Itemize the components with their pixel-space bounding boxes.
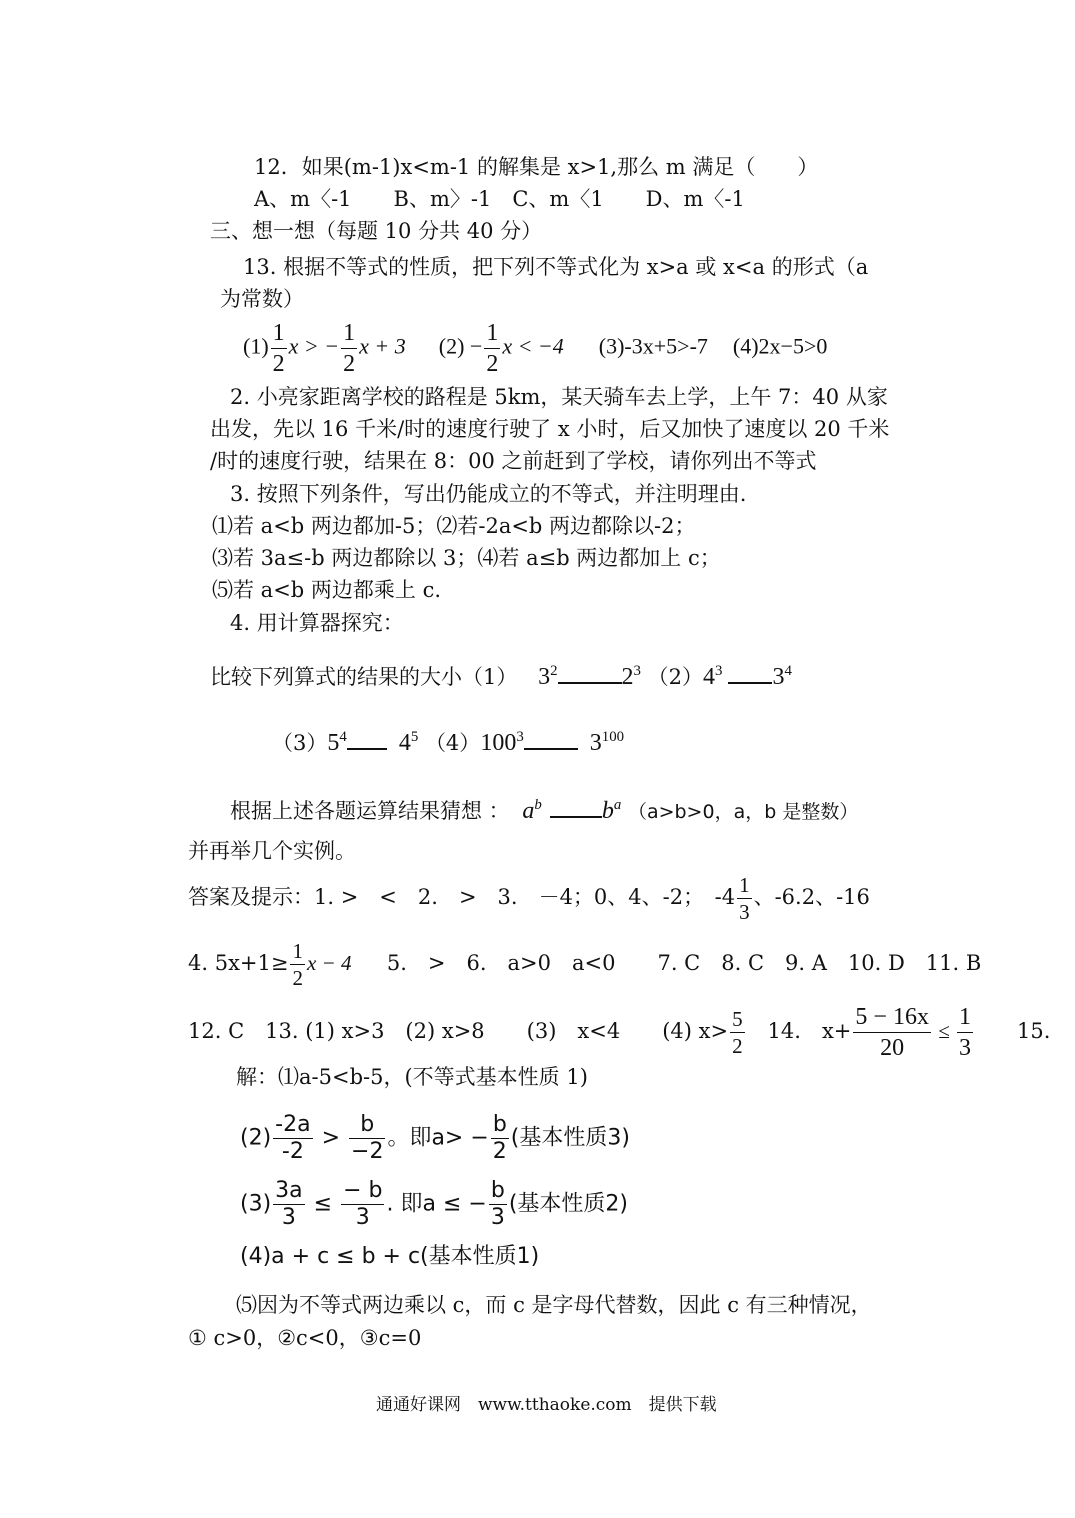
- p4-line-last: 并再举几个实例。: [188, 839, 356, 863]
- answers-line2-c: 5. > 6. a>0 a<0 7. C 8. C 9. A 10. D 11. B: [386, 951, 982, 975]
- fraction: [853, 1002, 931, 1063]
- answers-line1: [188, 872, 870, 925]
- q13-line2: 为常数）: [220, 287, 304, 311]
- q13-line1: 13. 根据不等式的性质，把下列不等式化为 x>a 或 x<a 的形式（a: [243, 255, 869, 279]
- solution-s5-line1: ⑸因为不等式两边乘以 c，而 c 是字母代替数，因此 c 有三种情况，: [236, 1293, 872, 1317]
- fraction-numerator: 5 − 16x: [853, 1002, 931, 1033]
- answers-line3-le: ≤: [932, 1019, 955, 1043]
- solution-s3: [240, 1178, 628, 1231]
- q13-inequalities: [243, 318, 827, 379]
- fraction-denominator: 2: [732, 1034, 743, 1058]
- fraction: [341, 318, 357, 379]
- fraction: [957, 1002, 973, 1063]
- power-exponent: 100: [601, 729, 625, 745]
- q13-p2-label: (2) −: [438, 333, 483, 359]
- answers-line3-b: 14. x+: [746, 1019, 852, 1043]
- fraction-denominator: 3: [490, 1205, 505, 1230]
- solution-s3-label: (3): [240, 1191, 272, 1217]
- answers-line1-a: 答案及提示：1. > < 2. > 3. －4；0、4、-2； -4: [188, 885, 736, 909]
- answer-blank[interactable]: [728, 678, 772, 684]
- fraction-numerator: b: [349, 1112, 385, 1139]
- power-base: 4: [398, 730, 411, 756]
- fraction-denominator: 2: [272, 351, 285, 377]
- answers-line2-b: x − 4: [306, 951, 352, 975]
- fraction: [484, 318, 500, 379]
- power-exponent: 4: [784, 663, 792, 679]
- p2-line1: 2. 小亮家距离学校的路程是 5km，某天骑车去上学，上午 7：40 从家: [230, 385, 888, 409]
- q12-stem: 12．如果(m-1)x<m-1 的解集是 x>1,那么 m 满足（ ）: [254, 155, 819, 179]
- q13-p1-tail: x + 3: [359, 333, 406, 359]
- power: [538, 664, 557, 690]
- section-heading: 三、想一想（每题 10 分共 40 分）: [210, 219, 543, 243]
- power: [703, 664, 722, 690]
- power-base: 3: [589, 730, 602, 756]
- page-footer: 通通好课网 www.tthaoke.com 提供下载: [376, 1395, 717, 1415]
- fraction: [271, 318, 287, 379]
- power-base: 100: [480, 730, 517, 756]
- fraction-denominator: 20: [880, 1035, 905, 1061]
- power-exponent: 3: [516, 729, 524, 745]
- p3-line2: ⑴若 a<b 两边都加-5；⑵若-2a<b 两边都除以-2；: [212, 514, 696, 538]
- fraction-denominator: 2: [292, 966, 303, 990]
- power: [327, 730, 346, 756]
- solution-s2-mid: 。即a> −: [387, 1125, 489, 1151]
- power-exponent: a: [613, 797, 622, 813]
- solution-s2-tail: (基本性质3): [510, 1125, 630, 1151]
- power-base: 2: [621, 664, 634, 690]
- power-base: b: [601, 798, 614, 824]
- answers-line2-a: 4. 5x+1≥: [188, 951, 289, 975]
- fraction-numerator: 5: [732, 1007, 743, 1031]
- answers-line2: [188, 938, 981, 991]
- fraction-numerator: b: [489, 1178, 507, 1205]
- answer-blank[interactable]: [558, 678, 622, 684]
- fraction: [737, 872, 752, 925]
- p4-line1: 4. 用计算器探究：: [230, 611, 404, 635]
- fraction-denominator: 2: [492, 1139, 507, 1164]
- power: [622, 664, 641, 690]
- solution-s3-le: ≤: [306, 1191, 340, 1217]
- q13-p4: (4)2x−5>0: [732, 333, 828, 359]
- fraction-numerator: 1: [341, 318, 357, 349]
- p4-label-2: （2）: [647, 665, 703, 689]
- q13-p1-mid: x > −: [288, 333, 340, 359]
- fraction: [349, 1112, 385, 1165]
- power: [590, 730, 624, 756]
- p4-label-4: （4）: [424, 731, 481, 755]
- fraction-denominator: −2: [351, 1139, 384, 1164]
- power-base: 3: [772, 664, 785, 690]
- q13-p1-label: (1): [243, 333, 269, 359]
- answer-blank[interactable]: [347, 744, 387, 750]
- power-exponent: 5: [410, 729, 419, 745]
- p4-label-3: （3）: [272, 731, 328, 755]
- fraction-denominator: 2: [343, 351, 356, 377]
- p4-compare-line-2: [272, 724, 624, 756]
- fraction-numerator: 1: [292, 939, 303, 963]
- fraction-denominator: 3: [281, 1205, 296, 1230]
- solution-s3-tail: (基本性质2): [508, 1191, 628, 1217]
- fraction-denominator: 3: [958, 1035, 971, 1061]
- fraction-numerator: 1: [484, 318, 500, 349]
- fraction-denominator: 2: [486, 351, 499, 377]
- power-exponent: b: [534, 797, 542, 813]
- p4-compare-line: [210, 658, 792, 690]
- solution-s2-label: (2): [240, 1125, 272, 1151]
- fraction: [290, 938, 305, 991]
- power-exponent: 4: [339, 729, 347, 745]
- fraction-denominator: 3: [739, 900, 750, 924]
- answers-line3-a: 12. C 13. (1) x>3 (2) x>8 (3) x<4 (4) x>: [188, 1019, 729, 1043]
- fraction: [489, 1178, 507, 1231]
- p2-line2: 出发，先以 16 千米/时的速度行驶了 x 小时，后又加快了速度以 20 千米: [210, 417, 890, 441]
- power-exponent: 2: [550, 663, 558, 679]
- fraction-denominator: 3: [355, 1205, 370, 1230]
- p3-line3: ⑶若 3a≤-b 两边都除以 3；⑷若 a≤b 两边都加上 c；: [212, 546, 721, 570]
- answers-line3: [188, 1002, 1050, 1063]
- q13-p2-tail: x < −4: [502, 333, 564, 359]
- q13-p3: (3)-3x+5>-7: [598, 333, 708, 359]
- power-base: 5: [327, 730, 340, 756]
- p4-guess-prefix: 根据上述各题运算结果猜想 ：: [230, 799, 510, 823]
- solution-s2-gt: >: [314, 1125, 348, 1151]
- fraction-numerator: 3a: [275, 1178, 303, 1203]
- power-base: 4: [703, 664, 715, 690]
- p4-guess-condition: （a>b>0，a，b 是整数）: [627, 801, 859, 823]
- fraction-numerator: b: [491, 1112, 509, 1139]
- q12-options: A、m〈-1 B、m〉-1 C、m〈1 D、m〈-1: [254, 187, 745, 211]
- fraction: [341, 1178, 384, 1231]
- fraction: [730, 1006, 745, 1059]
- solution-s1: 解：⑴a-5<b-5，(不等式基本性质 1): [236, 1065, 588, 1089]
- p4-compare-prefix: 比较下列算式的结果的大小（1）: [210, 665, 518, 689]
- fraction-numerator: -2a: [275, 1112, 311, 1137]
- fraction-numerator: 1: [739, 873, 750, 897]
- p4-guess-line: [230, 792, 858, 825]
- answer-blank[interactable]: [550, 812, 602, 818]
- power-base: 3: [538, 664, 551, 690]
- fraction-numerator: 1: [957, 1002, 973, 1033]
- p2-line3: /时的速度行驶，结果在 8：00 之前赶到了学校，请你列出不等式: [210, 449, 817, 473]
- p3-line4: ⑸若 a<b 两边都乘上 c.: [212, 578, 442, 602]
- answer-blank[interactable]: [524, 744, 578, 750]
- power-exponent: 3: [633, 663, 641, 679]
- power-exponent: 3: [715, 663, 723, 679]
- fraction: [491, 1112, 509, 1165]
- fraction-numerator: − b: [343, 1178, 383, 1203]
- solution-s5-line2: ① c>0，②c<0，③c=0: [188, 1326, 422, 1350]
- solution-s4: (4)a + c ≤ b + c(基本性质1): [240, 1244, 540, 1269]
- power: [480, 730, 523, 756]
- power: [522, 798, 541, 824]
- fraction-denominator: -2: [281, 1139, 304, 1164]
- power: [772, 664, 791, 690]
- fraction: [273, 1178, 304, 1231]
- answers-line1-b: 、-6.2、-16: [753, 885, 870, 909]
- solution-s2: [240, 1112, 630, 1165]
- fraction: [273, 1112, 312, 1165]
- power: [602, 798, 621, 824]
- answers-line3-c: 15.: [974, 1019, 1051, 1043]
- fraction-numerator: 1: [271, 318, 287, 349]
- power: [399, 730, 418, 756]
- p3-line1: 3. 按照下列条件，写出仍能成立的不等式，并注明理由.: [230, 482, 747, 506]
- power-base: a: [522, 798, 535, 824]
- solution-s3-mid: . 即a ≤ −: [386, 1191, 487, 1217]
